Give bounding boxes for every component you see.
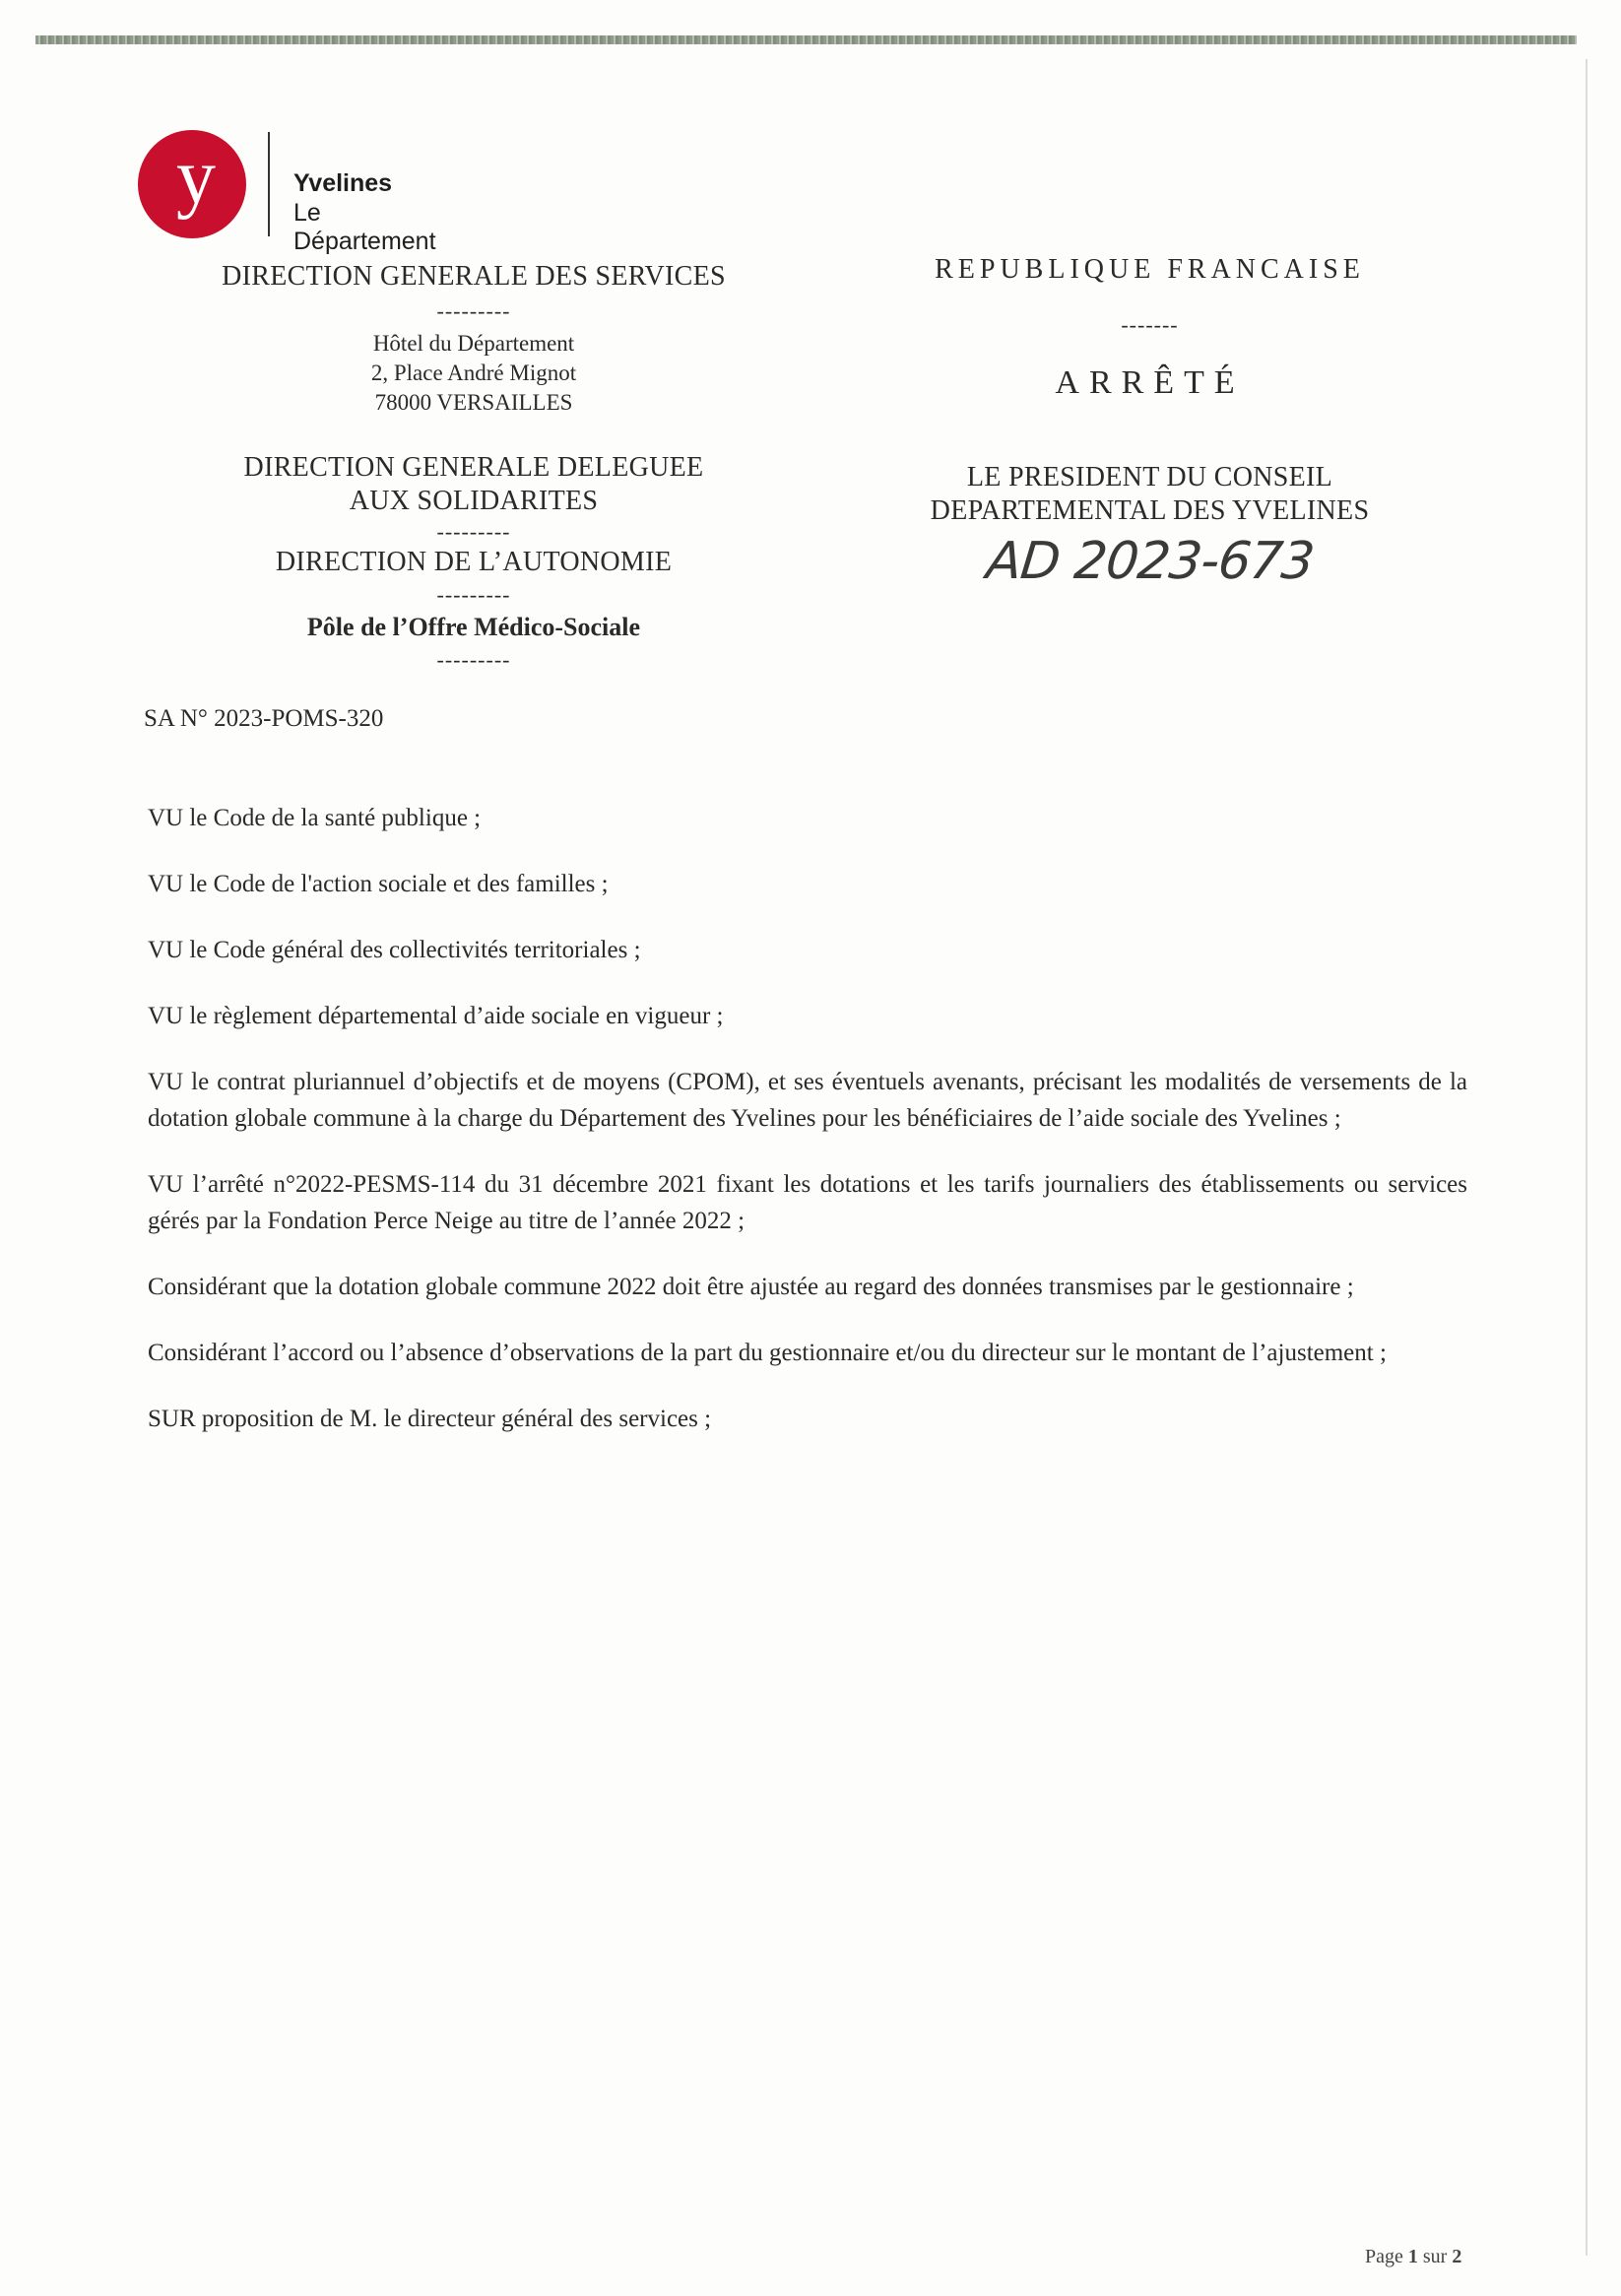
logo-name: Yvelines	[293, 169, 393, 197]
page-number-footer	[1365, 2246, 1461, 2268]
yvelines-logo	[138, 130, 436, 255]
address-line-1: Hôtel du Département	[372, 331, 575, 356]
separator: ---------	[436, 298, 511, 323]
preamble-list	[148, 800, 1467, 1467]
preamble-item: SUR proposition de M. le directeur général des services ;	[148, 1406, 712, 1432]
authority-line-2: DEPARTEMENTAL DES YVELINES	[930, 495, 1370, 526]
preamble-item: VU le Code général des collectivités territoriales ;	[148, 937, 641, 963]
scan-right-edge	[1586, 59, 1588, 2256]
preamble-item: VU l’arrêté n°2022-PESMS-114 du 31 décembre 2021 fixant les dotations et les tarifs journaliers des établissements ou services gérés par la Fondation Perce Neige au titre de l’année 2022 ;	[148, 1171, 1467, 1234]
page-number: 1	[1407, 2246, 1418, 2267]
direction-generale-heading: DIRECTION GENERALE DES SERVICES	[222, 261, 726, 292]
preamble-item: Considérant que la dotation globale commune 2022 doit être ajustée au regard des données transmises par le gestionnaire ;	[148, 1274, 1354, 1300]
address-line-2: 2, Place André Mignot	[370, 361, 577, 385]
handwritten-decree-number: AD 2023-673	[983, 532, 1317, 591]
separator: ---------	[436, 582, 511, 607]
delegated-direction-line-2: AUX SOLIDARITES	[349, 486, 599, 516]
page-total: 2	[1452, 2246, 1462, 2267]
delegated-direction-line-1: DIRECTION GENERALE DELEGUEE	[243, 452, 704, 483]
page-label: Page	[1365, 2246, 1403, 2267]
separator: -------	[1121, 312, 1179, 337]
document-type-heading: ARRÊTÉ	[1055, 364, 1245, 401]
preamble-item: VU le Code de l'action sociale et des familles ;	[148, 871, 609, 897]
reference-number: SA N° 2023-POMS-320	[144, 705, 384, 732]
logo-circle-icon	[138, 130, 246, 238]
authority-column	[867, 254, 1433, 591]
logo-subtitle: Le Département	[293, 199, 436, 255]
issuer-column	[148, 254, 800, 670]
separator: ---------	[436, 519, 511, 544]
preamble-item: Considérant l’accord ou l’absence d’observations de la part du gestionnaire et/ou du directeur sur le montant de l’ajustement ;	[148, 1340, 1387, 1366]
direction-heading: DIRECTION DE L’AUTONOMIE	[275, 547, 673, 577]
scan-top-rule	[35, 35, 1577, 44]
republic-heading: REPUBLIQUE FRANCAISE	[935, 254, 1365, 285]
separator: ---------	[436, 647, 511, 672]
preamble-item: VU le Code de la santé publique ;	[148, 805, 482, 831]
pole-heading: Pôle de l’Offre Médico-Sociale	[306, 613, 641, 641]
preamble-item: VU le contrat pluriannuel d’objectifs et de moyens (CPOM), et ses éventuels avenants, précisant les modalités de versements de la dotation globale commune à la charge du Département des Yvelines pour les bénéficiaires de l’aide sociale des Yvelines ;	[148, 1069, 1467, 1132]
preamble-item: VU le règlement départemental d’aide sociale en vigueur ;	[148, 1003, 724, 1029]
logo-divider	[268, 132, 270, 236]
page-of-label: sur	[1422, 2246, 1448, 2267]
address-line-3: 78000 VERSAILLES	[374, 390, 573, 415]
authority-line-1: LE PRESIDENT DU CONSEIL	[966, 462, 1333, 492]
logo-glyph: y	[176, 134, 216, 221]
